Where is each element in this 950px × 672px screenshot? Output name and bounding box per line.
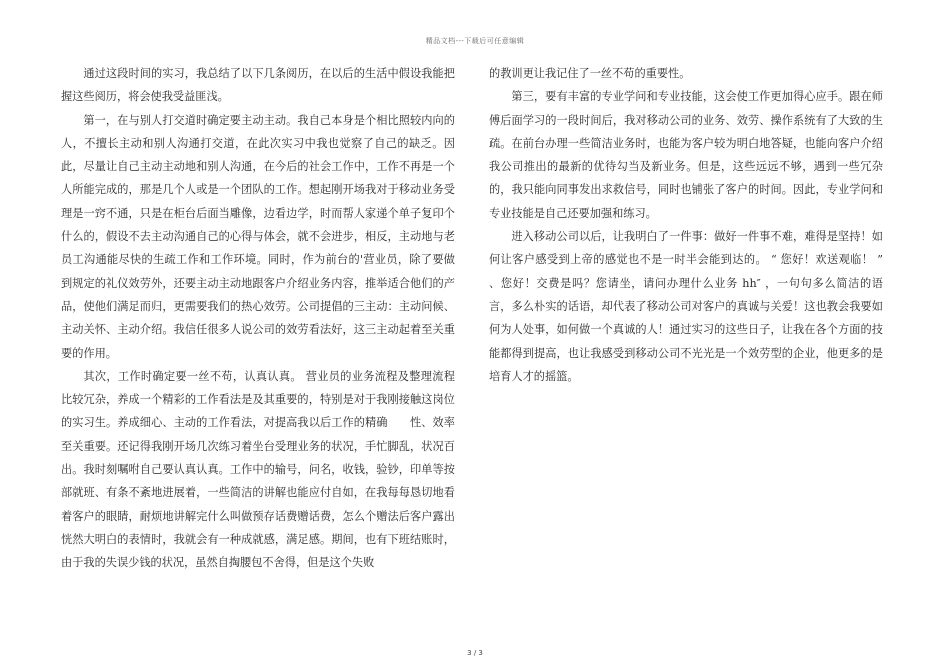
page-header: 精品文档---下载后可任意编辑 <box>425 37 525 45</box>
left-column <box>61 62 455 575</box>
paragraph-intro: 通过这段时间的实习，我总结了以下几条阅历，在以后的生活中假设我能把握这些阅历，将会使我受益匪浅。 <box>61 67 455 104</box>
page-number: 3 / 3 <box>467 649 483 657</box>
paragraph-continuation: 的教训更让我记住了一丝不苟的重要性。 <box>489 67 691 80</box>
paragraph-second-point: 其次，工作时确定要一丝不苟，认真认真。 营业员的业务流程及整理流程比较冗杂，养成一个精彩的工作看法是及其重要的，特别是对于我刚接触这岗位的实习生。养成细心、主动的工作看法，对提高我以后工作的精确 性、效率至关重要。还记得我刚开场几次练习着坐台受理业务的状况，手忙脚乱，状况百出。我时刻嘱咐自己要认真认真。工作中的输号，问名，收钱，验钞，印单等按部就班、有条不紊地进展着，一些简洁的讲解也能应付自如，在我每每恳切地看着客户的眼睛，耐烦地讲解完什么叫做预存话费赠话费，怎么个赠法后客户露出恍然大明白的表情时，我就会有一种成就感，满足感。期间，也有下班结账时，由于我的失误少钱的状况，虽然自掏腰包不舍得，但是这个失败 <box>61 369 455 570</box>
right-column <box>489 62 883 388</box>
paragraph-first-point: 第一，在与别人打交道时确定要主动主动。我自己本身是个相比照较内向的人，不擅长主动和别人沟通打交道，在此次实习中我也觉察了自己的缺乏。因此，尽量让自己主动主动地和别人沟通，在今后的社会工作中，工作不再是一个人所能完成的，那是几个人或是一个团队的工作。想起刚开场我对于移动业务受理是一窍不通，只是在柜台后面当雕像，边看边学，时而帮人家递个单子复印个什么的，假设不去主动沟通自己的心得与体会，就不会进步，相反，主动地与老员工沟通能尽快的生疏工作和工作环境。同时，作为前台的'营业员，除了要做到规定的礼仪效劳外，还要主动主动地跟客户介绍业务内容，推举适合他们的产品，使他们满足而归，更需要我们的热心效劳。公司提倡的三主动：主动问候、主动关怀、主动介绍。我信任很多人说公司的效劳看法好，这三主动起着至关重要的作用。 <box>61 113 455 360</box>
paragraph-third-point: 第三，要有丰富的专业学问和专业技能，这会使工作更加得心应手。跟在师傅后面学习的一段时间后，我对移动公司的业务、效劳、操作系统有了大致的生疏。在前台办理一些简洁业务时，也能为客户较为明白地答疑，也能向客户介绍我公司推出的最新的优待勾当及新业务。但是，这些远远不够，遇到一些冗杂的，我只能向同事发出求救信号，同时也铺张了客户的时间。因此，专业学问和专业技能是自己还要加强和练习。 <box>489 90 883 220</box>
paragraph-conclusion: 进入移动公司以后，让我明白了一件事：做好一件事不难，难得是坚持！如何让客户感受到上帝的感觉也不是一时半会能到达的。 “ 您好！欢送观临！ ” 、您好！交费是吗？您请坐，请问办理什么业务 hh″ ，一句句多么简洁的语言，多么朴实的话语，却代表了移动公司对客户的真诚与关爱！这也教会我要如何为人处事，如何做一个真诚的人！通过实习的这些日子，让我在各个方面的技能都得到提高，也让我感受到移动公司不光光是一个效劳型的企业，他更多的是培育人才的摇篮。 <box>489 230 883 383</box>
